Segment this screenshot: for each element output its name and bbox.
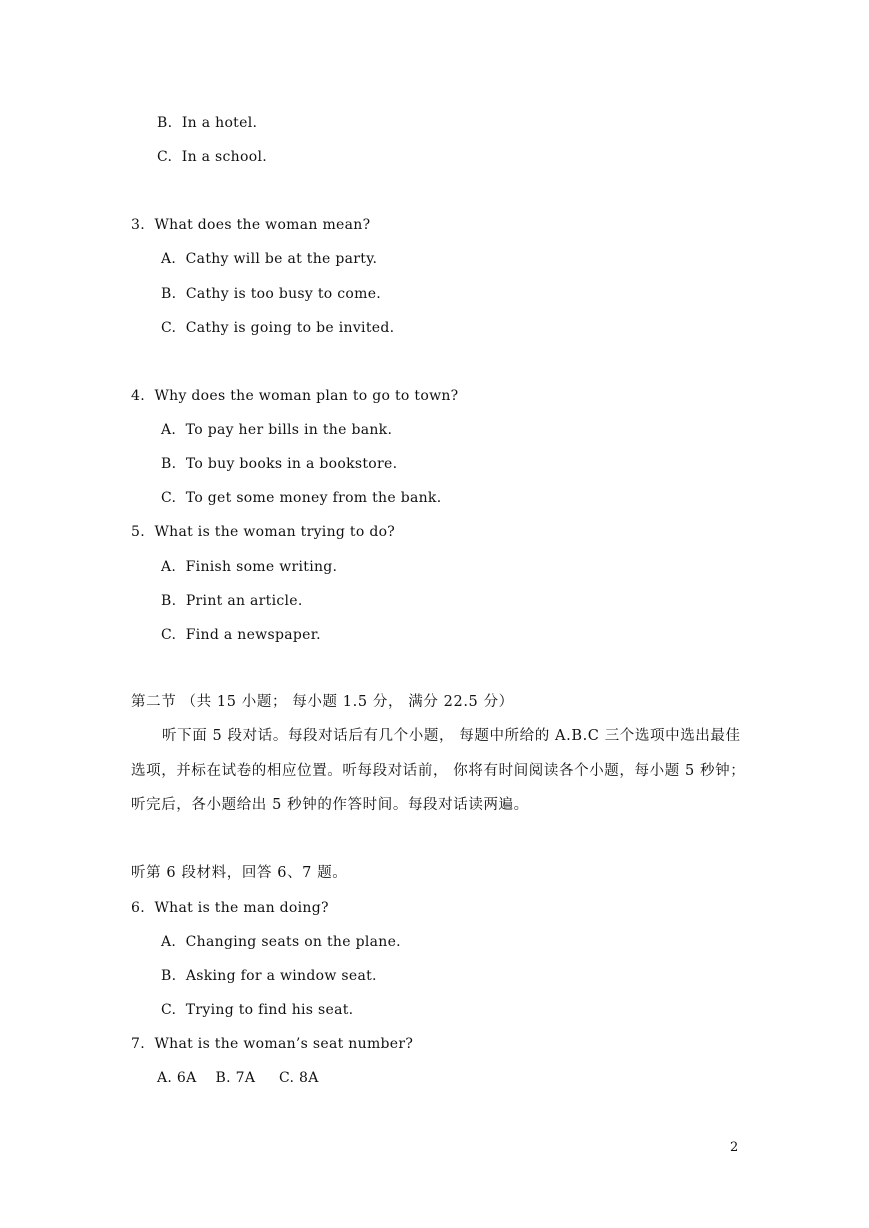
question-7: 7. What is the woman’s seat number? [131,1036,414,1052]
option-5a: A. Finish some writing. [161,559,338,575]
option-5b: B. Print an article. [161,593,303,609]
page-number: 2 [730,1140,739,1155]
instruction-line-3: 听完后，各小题给出 5 秒钟的作答时间。每段对话读两遍。 [131,797,529,813]
option-5c: C. Find a newspaper. [161,627,321,643]
question-6: 6. What is the man doing? [131,900,329,916]
option-3b: B. Cathy is too busy to come. [161,286,382,302]
option-2b: B. In a hotel. [157,115,258,131]
options-7: A. 6A B. 7A C. 8A [157,1070,319,1086]
option-4a: A. To pay her bills in the bank. [161,422,393,438]
option-3c: C. Cathy is going to be invited. [161,320,395,336]
option-6a: A. Changing seats on the plane. [161,934,401,950]
option-4c: C. To get some money from the bank. [161,490,442,506]
option-2c: C. In a school. [157,149,267,165]
question-3: 3. What does the woman mean? [131,217,371,233]
instruction-line-1: 听下面 5 段对话。每段对话后有几个小题， 每题中所给的 A.B.C 三个选项中选出最佳 [162,728,741,744]
option-6b: B. Asking for a window seat. [161,968,377,984]
option-4b: B. To buy books in a bookstore. [161,456,398,472]
option-6c: C. Trying to find his seat. [161,1002,354,1018]
section-heading: 第二节 （共 15 小题； 每小题 1.5 分， 满分 22.5 分） [131,694,514,710]
instruction-line-2: 选项，并标在试卷的相应位置。听每段对话前， 你将有时间阅读各个小题，每小题 5 秒钟； [131,763,746,779]
question-5: 5. What is the woman trying to do? [131,524,396,540]
material-6-heading: 听第 6 段材料，回答 6、7 题。 [131,865,348,881]
question-4: 4. Why does the woman plan to go to town? [131,388,459,404]
option-3a: A. Cathy will be at the party. [161,251,378,267]
